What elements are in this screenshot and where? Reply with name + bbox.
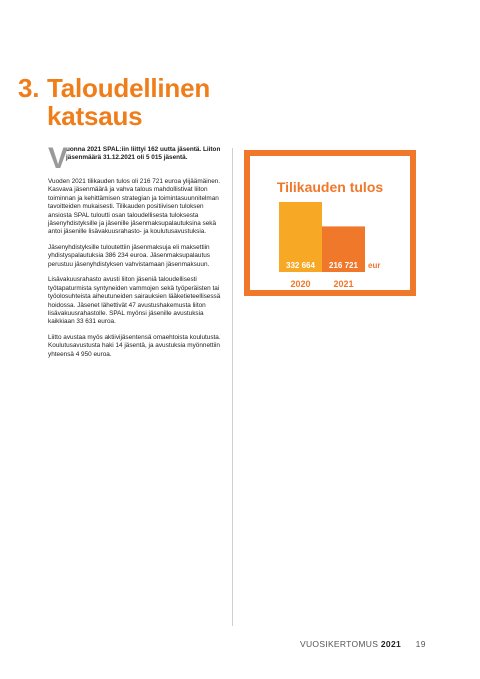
page-number: 19 [415, 639, 426, 649]
chart-canvas [250, 156, 410, 290]
chart-value-label: 332 664 [286, 261, 315, 270]
chart-category-label: 2021 [333, 279, 354, 289]
body-text-column [48, 142, 224, 366]
paragraph-4: Liitto avustaa myös aktiivijäsentensä omaehtoista koulutusta. Koulutusavustusta haki 14 jäsentä, ja avustuksia myönnettiin yhteensä 4 950 euroa. [48, 334, 221, 358]
page-footer [300, 639, 426, 649]
section-heading [18, 74, 210, 130]
chart-title: Tilikauden tulos [276, 179, 384, 195]
section-title-line2: katsaus [47, 101, 143, 131]
chart-value-label: 216 721 [329, 261, 358, 270]
footer-label: VUOSIKERTOMUS [300, 639, 379, 649]
lead-text: uonna 2021 SPAL:iin liittyi 162 uutta jäsentä. Liiton jäsenmäärä 31.12.2021 oli 5 015 jäsentä. [66, 146, 221, 162]
footer-year: 2021 [380, 639, 401, 649]
column-divider [232, 148, 233, 626]
section-number: 3. [18, 73, 40, 103]
paragraph-2: Jäsenyhdistyksille tuloutettiin jäsenmaksuja eli maksettiin yhdistyspalautuksia 386 234 euroa. Jäsenmaksupalautus perustuu jäsenyhdistyksen vahvistamaan jäsenmaksuun. [48, 244, 211, 268]
drop-cap: V [48, 142, 69, 175]
lead-paragraph [48, 142, 224, 175]
paragraph-1: Vuoden 2021 tilikauden tulos oli 216 721 euroa ylijäämäinen. Kasvava jäsenmäärä ja vahva talous mahdollistivat liiton toiminnan ja kehittämisen strategian ja toimintasuunnitelman tavoitteiden mukaisesti. Tilikauden positiivisen tuloksen ansiosta SPAL tuloutti osan taloudellisesta tuloksesta jäsenyhdistyksille ja jäsenille jäsenmaksupalautuksina sekä antoi jäsenille lisävakuusrahasto- ja koulutusavustuksia. [48, 178, 221, 236]
result-chart [244, 150, 416, 296]
paragraph-3: Lisävakuusrahasto avusti liiton jäseniä taloudellisesti työtapaturmista syntyneiden vammojen sekä työperäisten tai työolosuhteista aiheutuneiden sairauksien lääketieteellisessä hoidossa. Jäsenet lähettivät 47 avustushakemusta liiton lisävakuusrahastolle. SPAL myönsi jäsenille avustuksia kaikkiaan 33 631 euroa. [48, 276, 221, 326]
chart-unit-label: eur [368, 261, 381, 270]
section-title-line1: Taloudellinen [47, 73, 211, 103]
chart-category-label: 2020 [290, 279, 311, 289]
